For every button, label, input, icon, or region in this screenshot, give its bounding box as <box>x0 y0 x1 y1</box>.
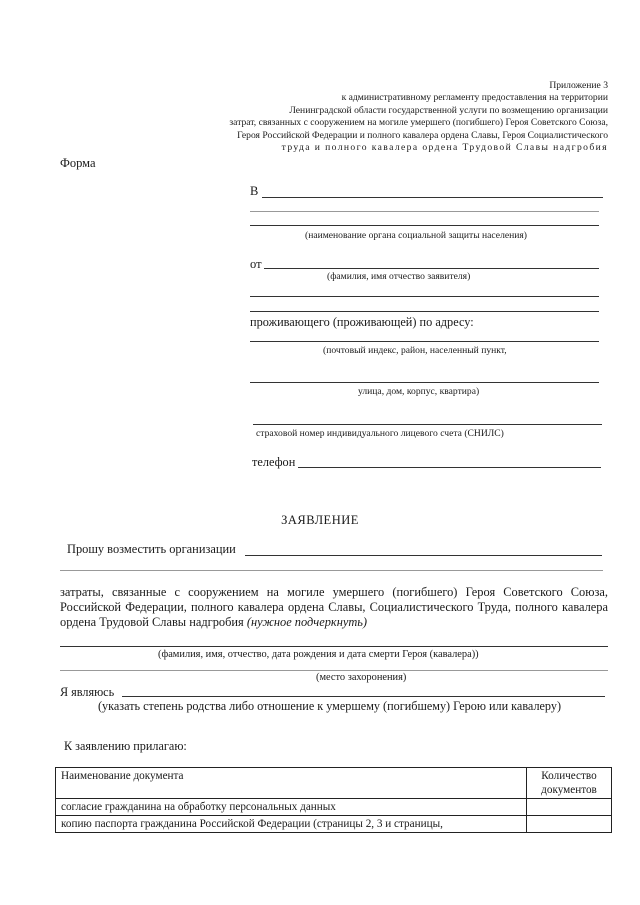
burial-line[interactable] <box>60 670 608 671</box>
form-label: Форма <box>60 156 96 170</box>
applicant-name-line[interactable] <box>264 268 599 269</box>
organization-line[interactable] <box>245 555 602 556</box>
doc-name-cell: копию паспорта гражданина Российской Федерации (страницы 2, 3 и страницы, <box>56 816 527 833</box>
doc-qty-cell[interactable] <box>527 799 612 816</box>
hero-caption: (фамилия, имя, отчество, дата рождения и дата смерти Героя (кавалера)) <box>158 649 479 660</box>
applicant-name-line-2[interactable] <box>250 296 599 297</box>
applicant-name-line-3[interactable] <box>250 311 599 312</box>
burial-caption: (место захоронения) <box>316 672 407 683</box>
body-text: затраты, связанные с сооружением на могиле умершего (погибшего) Героя Советского Союза, Российской Федерации, полного кавалера ордена Славы, Социалистического Труда, полного кавалера ордена Трудовой Славы надгробия <box>60 585 608 629</box>
header-line: труда и полного кавалера ордена Трудовой Славы надгробия <box>281 142 608 154</box>
relation-caption: (указать степень родства либо отношение к умершему (погибшему) Герою или кавалеру) <box>98 699 562 713</box>
header-line: Приложение 3 <box>549 80 608 91</box>
organization-line-2[interactable] <box>60 570 603 571</box>
appendix-header <box>188 80 608 154</box>
hero-line[interactable] <box>60 646 608 647</box>
from-prefix: от <box>250 257 262 271</box>
documents-table <box>55 767 612 833</box>
doc-name-cell: согласие гражданина на обработку персональных данных <box>56 799 527 816</box>
postal-line[interactable] <box>250 341 599 342</box>
authority-field-line-3[interactable] <box>250 225 599 226</box>
snils-caption: страховой номер индивидуального лицевого счета (СНИЛС) <box>256 428 504 439</box>
authority-field-line-2[interactable] <box>250 211 599 212</box>
name-caption: (фамилия, имя отчество заявителя) <box>327 271 471 282</box>
statement-title: ЗАЯВЛЕНИЕ <box>281 513 359 527</box>
postal-caption: (почтовый индекс, район, населенный пункт, <box>323 345 507 356</box>
body-note: (нужное подчеркнуть) <box>246 615 368 629</box>
header-line: Героя Российской Федерации и полного кавалера ордена Славы, Героя Социалистического <box>237 129 608 141</box>
doc-qty-cell[interactable] <box>527 816 612 833</box>
table-row <box>56 799 612 816</box>
header-line: к административному регламенту предоставления на территории <box>341 92 608 104</box>
street-line[interactable] <box>250 382 599 383</box>
authority-caption: (наименование органа социальной защиты населения) <box>305 230 527 241</box>
residing-label: проживающего (проживающей) по адресу: <box>250 315 474 329</box>
authority-field-line-1[interactable] <box>262 197 603 198</box>
relation-line[interactable] <box>122 696 605 697</box>
phone-label: телефон <box>252 455 296 469</box>
statement-body <box>60 585 608 630</box>
street-caption: улица, дом, корпус, квартира) <box>358 386 480 397</box>
header-line: Ленинградской области государственной услуги по возмещению организации <box>289 104 608 116</box>
request-prefix: Прошу возместить организации <box>67 542 236 556</box>
table-header-row <box>56 768 612 799</box>
col-name-header: Наименование документа <box>56 768 527 799</box>
to-prefix: В <box>250 184 259 198</box>
table-row <box>56 816 612 833</box>
col-qty-header: Количество документов <box>527 768 612 799</box>
header-line: затрат, связанных с сооружением на могиле умершего (погибшего) Героя Советского Союза, <box>229 117 608 129</box>
relation-prefix: Я являюсь <box>60 685 115 699</box>
snils-line[interactable] <box>253 424 602 425</box>
phone-line[interactable] <box>298 467 601 468</box>
attach-label: К заявлению прилагаю: <box>64 739 187 753</box>
